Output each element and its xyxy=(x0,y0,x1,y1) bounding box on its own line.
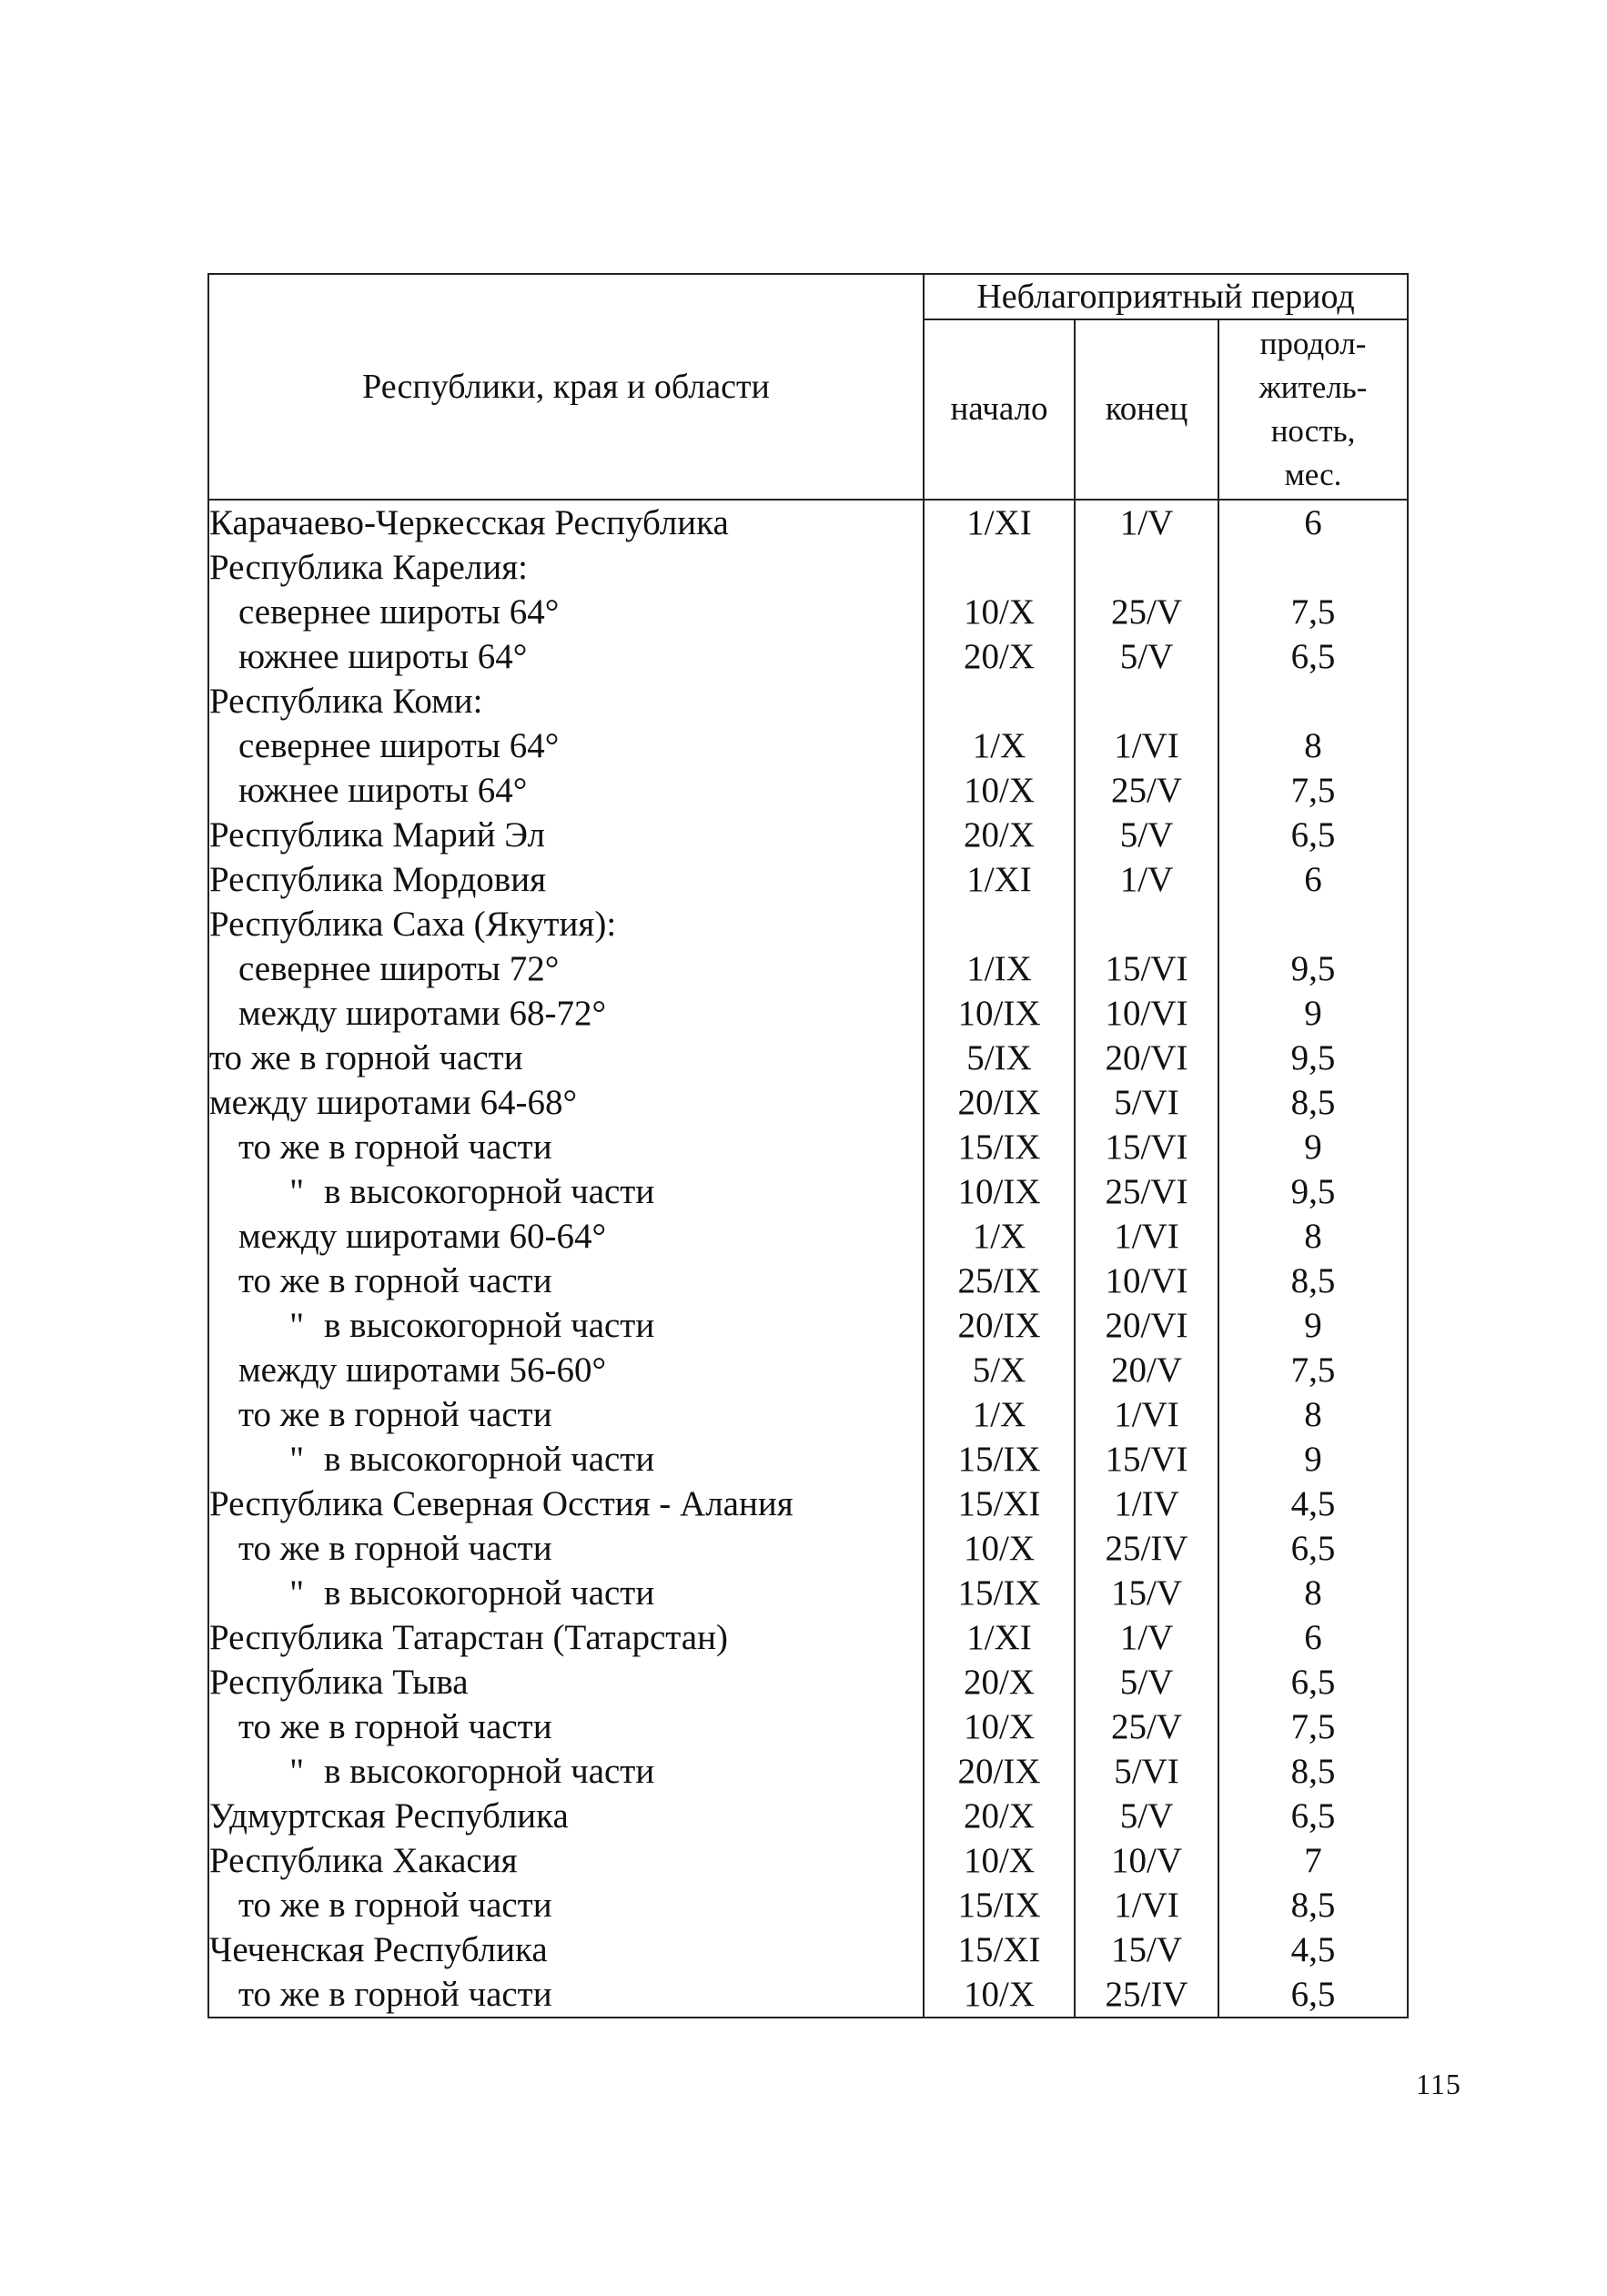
region-name-cell xyxy=(208,813,924,857)
start-cell: 20/IX xyxy=(924,1080,1075,1125)
region-name: то же в горной части xyxy=(238,1395,552,1434)
start-cell: 10/X xyxy=(924,1526,1075,1571)
table-row xyxy=(208,1214,1408,1259)
duration-cell: 6 xyxy=(1218,857,1408,902)
region-column-header: Республики, края и области xyxy=(208,274,924,500)
start-cell: 1/XI xyxy=(924,857,1075,902)
region-name: то же в горной части xyxy=(238,1261,552,1300)
region-name-cell xyxy=(208,590,924,634)
region-name: Республика Саха (Якутия): xyxy=(209,905,617,944)
end-cell: 10/VI xyxy=(1075,991,1218,1036)
table-row xyxy=(208,1615,1408,1660)
region-name: Республика Марий Эл xyxy=(209,815,545,855)
duration-cell: 8 xyxy=(1218,723,1408,768)
end-cell xyxy=(1075,545,1218,590)
start-cell: 1/X xyxy=(924,1214,1075,1259)
region-name-cell xyxy=(208,768,924,813)
start-cell: 20/X xyxy=(924,1794,1075,1838)
region-name: Республика Татарстан (Татарстан) xyxy=(209,1618,728,1657)
region-name-cell xyxy=(208,1526,924,1571)
duration-header-line: ность, xyxy=(1270,413,1356,449)
table-row xyxy=(208,1794,1408,1838)
region-name: Республика Тыва xyxy=(209,1663,469,1702)
table-row xyxy=(208,1883,1408,1927)
duration-cell: 6,5 xyxy=(1218,1794,1408,1838)
table-row xyxy=(208,1972,1408,2018)
region-name: севернее широты 72° xyxy=(238,949,560,988)
table-row xyxy=(208,946,1408,991)
table-row xyxy=(208,1036,1408,1080)
region-name-cell xyxy=(208,1482,924,1526)
region-name: в высокогорной части xyxy=(324,1440,655,1479)
table-row xyxy=(208,1704,1408,1749)
end-cell: 20/VI xyxy=(1075,1303,1218,1348)
table-row xyxy=(208,1303,1408,1348)
start-cell: 10/X xyxy=(924,590,1075,634)
duration-cell: 6,5 xyxy=(1218,1526,1408,1571)
table-row xyxy=(208,1749,1408,1794)
duration-cell: 8,5 xyxy=(1218,1749,1408,1794)
end-cell: 5/VI xyxy=(1075,1749,1218,1794)
duration-cell: 9 xyxy=(1218,991,1408,1036)
start-cell: 15/IX xyxy=(924,1125,1075,1169)
end-cell: 5/V xyxy=(1075,634,1218,679)
table-row xyxy=(208,590,1408,634)
region-name-cell xyxy=(208,857,924,902)
table-row xyxy=(208,634,1408,679)
end-cell: 25/IV xyxy=(1075,1526,1218,1571)
duration-header-line: житель- xyxy=(1258,369,1368,405)
table-row xyxy=(208,500,1408,545)
region-name: то же в горной части xyxy=(209,1038,523,1077)
duration-cell: 7,5 xyxy=(1218,768,1408,813)
duration-cell xyxy=(1218,679,1408,723)
table-row xyxy=(208,545,1408,590)
region-name: между широтами 60-64° xyxy=(238,1217,607,1256)
region-name-cell xyxy=(208,1660,924,1704)
table-row xyxy=(208,679,1408,723)
end-cell: 25/V xyxy=(1075,590,1218,634)
end-cell: 5/V xyxy=(1075,813,1218,857)
table-header xyxy=(208,274,1408,500)
end-cell: 15/VI xyxy=(1075,946,1218,991)
table-body xyxy=(208,500,1408,2018)
table-row xyxy=(208,723,1408,768)
duration-cell: 9 xyxy=(1218,1303,1408,1348)
region-name: в высокогорной части xyxy=(324,1573,655,1613)
table-row xyxy=(208,1169,1408,1214)
table-row xyxy=(208,991,1408,1036)
duration-cell: 9 xyxy=(1218,1437,1408,1482)
table-row xyxy=(208,1437,1408,1482)
table-row xyxy=(208,857,1408,902)
start-cell: 15/XI xyxy=(924,1927,1075,1972)
duration-column-header xyxy=(1218,319,1408,500)
region-name-cell xyxy=(208,1036,924,1080)
start-cell: 1/XI xyxy=(924,1615,1075,1660)
region-name: севернее широты 64° xyxy=(238,726,560,765)
region-name: южнее широты 64° xyxy=(238,637,528,676)
table-row xyxy=(208,768,1408,813)
end-cell: 15/V xyxy=(1075,1927,1218,1972)
region-name-cell xyxy=(208,545,924,590)
region-name: Республика Карелия: xyxy=(209,548,528,587)
region-name: Республика Северная Осстия - Алания xyxy=(209,1484,793,1523)
table-row xyxy=(208,1482,1408,1526)
region-name: то же в горной части xyxy=(238,1886,552,1925)
duration-cell: 9,5 xyxy=(1218,1036,1408,1080)
duration-cell: 6,5 xyxy=(1218,634,1408,679)
end-cell: 1/VI xyxy=(1075,1392,1218,1437)
start-cell xyxy=(924,545,1075,590)
start-cell: 25/IX xyxy=(924,1259,1075,1303)
period-group-header: Неблагоприятный период xyxy=(924,274,1408,319)
duration-cell: 6 xyxy=(1218,500,1408,545)
period-table xyxy=(207,273,1409,2018)
end-cell: 20/VI xyxy=(1075,1036,1218,1080)
end-column-header: конец xyxy=(1075,319,1218,500)
duration-cell: 7 xyxy=(1218,1838,1408,1883)
duration-cell xyxy=(1218,902,1408,946)
region-name-cell xyxy=(208,1303,924,1348)
duration-header-line: мес. xyxy=(1284,457,1342,492)
region-name-cell xyxy=(208,1571,924,1615)
region-name-cell xyxy=(208,1749,924,1794)
table-row xyxy=(208,902,1408,946)
page-number: 115 xyxy=(1416,2068,1461,2100)
end-cell: 10/VI xyxy=(1075,1259,1218,1303)
duration-cell xyxy=(1218,545,1408,590)
ditto-mark: " xyxy=(289,1752,304,1791)
region-name: между широтами 68-72° xyxy=(238,994,607,1033)
table-row xyxy=(208,1838,1408,1883)
duration-cell: 8 xyxy=(1218,1214,1408,1259)
start-cell: 1/X xyxy=(924,723,1075,768)
start-cell: 20/X xyxy=(924,634,1075,679)
end-cell: 25/IV xyxy=(1075,1972,1218,2018)
region-name-cell xyxy=(208,1437,924,1482)
region-name: между широтами 64-68° xyxy=(209,1083,578,1122)
end-cell: 10/V xyxy=(1075,1838,1218,1883)
region-name: то же в горной части xyxy=(238,1975,552,2014)
duration-cell: 6,5 xyxy=(1218,1660,1408,1704)
region-name-cell xyxy=(208,1392,924,1437)
start-cell: 15/IX xyxy=(924,1571,1075,1615)
duration-header-line: продол- xyxy=(1259,326,1367,361)
region-name-cell xyxy=(208,991,924,1036)
end-cell: 5/V xyxy=(1075,1660,1218,1704)
end-cell: 1/IV xyxy=(1075,1482,1218,1526)
start-column-header: начало xyxy=(924,319,1075,500)
start-cell: 10/X xyxy=(924,1704,1075,1749)
start-cell: 5/X xyxy=(924,1348,1075,1392)
end-cell xyxy=(1075,679,1218,723)
table-row xyxy=(208,1927,1408,1972)
end-cell: 5/VI xyxy=(1075,1080,1218,1125)
duration-cell: 8,5 xyxy=(1218,1883,1408,1927)
end-cell: 1/V xyxy=(1075,1615,1218,1660)
duration-cell: 6 xyxy=(1218,1615,1408,1660)
duration-cell: 8 xyxy=(1218,1571,1408,1615)
end-cell: 1/V xyxy=(1075,500,1218,545)
end-cell: 15/VI xyxy=(1075,1437,1218,1482)
start-cell: 10/X xyxy=(924,1838,1075,1883)
end-cell: 25/V xyxy=(1075,1704,1218,1749)
start-cell: 15/IX xyxy=(924,1437,1075,1482)
end-cell: 1/V xyxy=(1075,857,1218,902)
ditto-mark: " xyxy=(289,1172,304,1211)
start-cell: 20/IX xyxy=(924,1303,1075,1348)
region-name-cell xyxy=(208,634,924,679)
duration-cell: 6,5 xyxy=(1218,813,1408,857)
region-name-cell xyxy=(208,723,924,768)
table-row xyxy=(208,1259,1408,1303)
start-cell: 1/XI xyxy=(924,500,1075,545)
end-cell: 5/V xyxy=(1075,1794,1218,1838)
duration-cell: 7,5 xyxy=(1218,590,1408,634)
duration-cell: 9,5 xyxy=(1218,946,1408,991)
start-cell: 20/X xyxy=(924,813,1075,857)
region-name: в высокогорной части xyxy=(324,1306,655,1345)
region-name: то же в горной части xyxy=(238,1707,552,1746)
start-cell: 20/X xyxy=(924,1660,1075,1704)
table-row xyxy=(208,1526,1408,1571)
region-name-cell xyxy=(208,1883,924,1927)
table-row xyxy=(208,1080,1408,1125)
start-cell: 10/X xyxy=(924,1972,1075,2018)
table-row xyxy=(208,1125,1408,1169)
start-cell: 10/X xyxy=(924,768,1075,813)
region-name: севернее широты 64° xyxy=(238,592,560,632)
region-name-cell xyxy=(208,1259,924,1303)
region-name-cell xyxy=(208,1080,924,1125)
region-name-cell xyxy=(208,1704,924,1749)
ditto-mark: " xyxy=(289,1573,304,1613)
table-row xyxy=(208,1348,1408,1392)
duration-cell: 6,5 xyxy=(1218,1972,1408,2018)
region-name-cell xyxy=(208,902,924,946)
start-cell xyxy=(924,679,1075,723)
region-name-cell xyxy=(208,1125,924,1169)
end-cell: 25/V xyxy=(1075,768,1218,813)
end-cell: 15/V xyxy=(1075,1571,1218,1615)
region-name: Удмуртская Республика xyxy=(209,1796,569,1836)
region-name-cell xyxy=(208,1615,924,1660)
region-name-cell xyxy=(208,946,924,991)
table-row xyxy=(208,1571,1408,1615)
start-cell: 1/X xyxy=(924,1392,1075,1437)
duration-cell: 9,5 xyxy=(1218,1169,1408,1214)
end-cell: 25/VI xyxy=(1075,1169,1218,1214)
region-name: в высокогорной части xyxy=(324,1172,655,1211)
start-cell: 15/XI xyxy=(924,1482,1075,1526)
end-cell: 1/VI xyxy=(1075,1214,1218,1259)
region-name: Республика Мордовия xyxy=(209,860,547,899)
region-name-cell xyxy=(208,1838,924,1883)
region-name-cell xyxy=(208,500,924,545)
start-cell: 15/IX xyxy=(924,1883,1075,1927)
duration-cell: 4,5 xyxy=(1218,1927,1408,1972)
duration-cell: 8,5 xyxy=(1218,1259,1408,1303)
start-cell xyxy=(924,902,1075,946)
end-cell: 1/VI xyxy=(1075,1883,1218,1927)
duration-cell: 8 xyxy=(1218,1392,1408,1437)
ditto-mark: " xyxy=(289,1306,304,1345)
region-name-cell xyxy=(208,1214,924,1259)
duration-cell: 4,5 xyxy=(1218,1482,1408,1526)
region-name-cell xyxy=(208,1927,924,1972)
region-name: то же в горной части xyxy=(238,1529,552,1568)
region-name-cell xyxy=(208,1169,924,1214)
region-name: в высокогорной части xyxy=(324,1752,655,1791)
start-cell: 5/IX xyxy=(924,1036,1075,1080)
region-name-cell xyxy=(208,1794,924,1838)
start-cell: 1/IX xyxy=(924,946,1075,991)
ditto-mark: " xyxy=(289,1440,304,1479)
end-cell xyxy=(1075,902,1218,946)
duration-cell: 8,5 xyxy=(1218,1080,1408,1125)
region-name-cell xyxy=(208,1348,924,1392)
region-name-cell xyxy=(208,679,924,723)
table-row xyxy=(208,1660,1408,1704)
region-name: между широтами 56-60° xyxy=(238,1350,607,1390)
table-row xyxy=(208,813,1408,857)
duration-cell: 7,5 xyxy=(1218,1704,1408,1749)
region-name: Республика Коми: xyxy=(209,682,483,721)
end-cell: 1/VI xyxy=(1075,723,1218,768)
region-name: Карачаево-Черкесская Республика xyxy=(209,503,729,542)
duration-cell: 9 xyxy=(1218,1125,1408,1169)
table-row xyxy=(208,1392,1408,1437)
end-cell: 15/VI xyxy=(1075,1125,1218,1169)
region-name: южнее широты 64° xyxy=(238,771,528,810)
end-cell: 20/V xyxy=(1075,1348,1218,1392)
start-cell: 20/IX xyxy=(924,1749,1075,1794)
region-name: то же в горной части xyxy=(238,1128,552,1167)
region-name: Республика Хакасия xyxy=(209,1841,518,1880)
duration-cell: 7,5 xyxy=(1218,1348,1408,1392)
start-cell: 10/IX xyxy=(924,991,1075,1036)
region-name: Чеченская Республика xyxy=(209,1930,548,1969)
start-cell: 10/IX xyxy=(924,1169,1075,1214)
region-name-cell xyxy=(208,1972,924,2018)
